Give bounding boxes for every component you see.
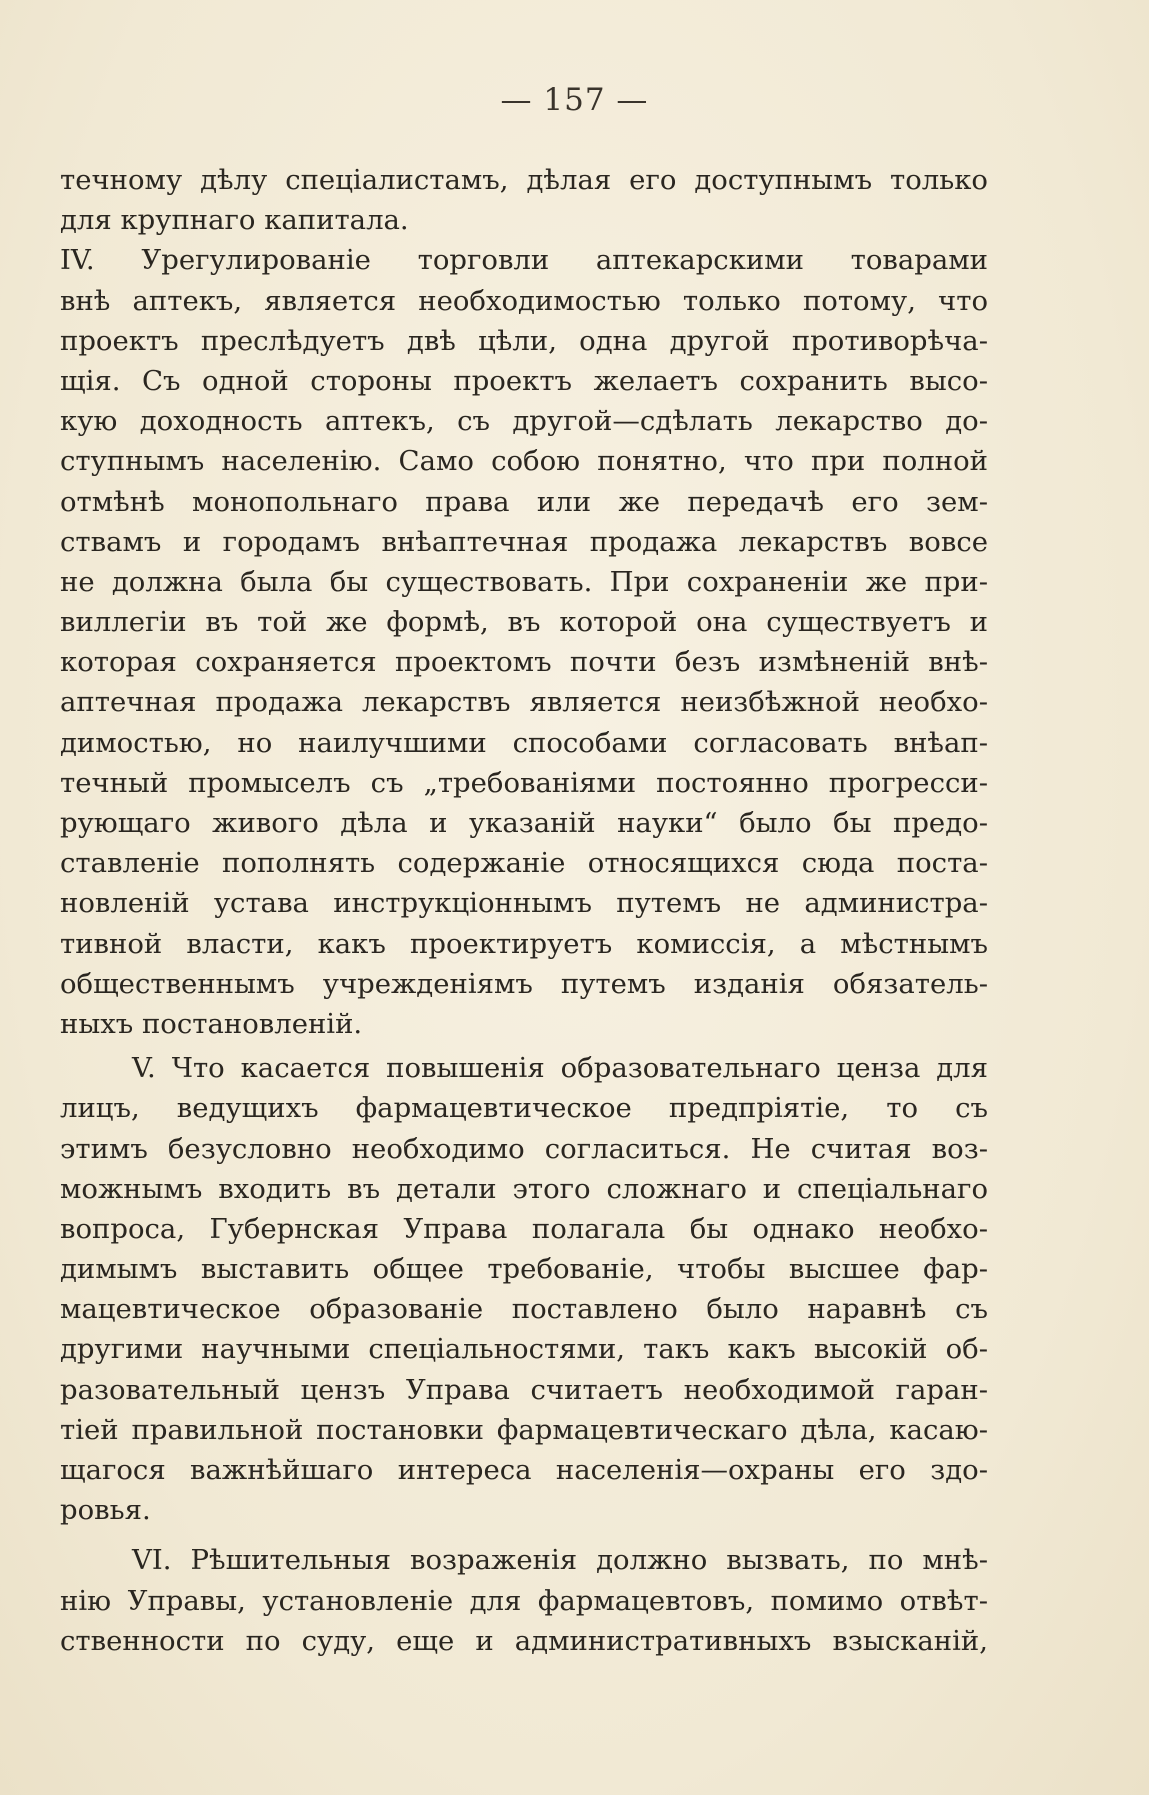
text-line: тивной власти, какъ проектируетъ комиссія, а мѣстнымъ <box>60 927 988 960</box>
text-line: димымъ выставить общее требованіе, чтобы высшее фар- <box>60 1253 988 1286</box>
text-line: ствамъ и городамъ внѣаптечная продажа лекарствъ вовсе <box>60 525 988 558</box>
text-line: V. Что касается повышенія образовательнаго ценза для <box>132 1052 988 1085</box>
text-line: щагося важнѣйшаго интереса населенія—охраны его здо- <box>60 1454 988 1486</box>
text-line: течному дѣлу спеціалистамъ, дѣлая его доступнымъ только <box>60 164 988 196</box>
text-line: ственности по суду, еще и административныхъ взысканій, <box>60 1624 988 1657</box>
text-line: отмѣнѣ монопольнаго права или же передачѣ его зем- <box>60 485 988 518</box>
text-line: IV. Урегулированіе торговли аптекарскими товарами <box>60 244 988 277</box>
text-line: для крупнаго капитала. <box>60 204 409 237</box>
text-line: проектъ преслѣдуетъ двѣ цѣли, одна другой противорѣча- <box>60 324 988 357</box>
text-line: мацевтическое образованіе поставлено было наравнѣ съ <box>60 1293 988 1326</box>
text-line: которая сохраняется проектомъ почти безъ измѣненій внѣ- <box>60 646 988 679</box>
text-line: VI. Рѣшительныя возраженія должно вызвать, по мнѣ- <box>132 1544 988 1577</box>
text-line: виллегіи въ той же формѣ, въ которой она существуетъ и <box>60 606 988 639</box>
text-line: лицъ, ведущихъ фармацевтическое предпріятіе, то съ <box>60 1092 988 1125</box>
text-line: этимъ безусловно необходимо согласиться. Не считая воз- <box>60 1132 988 1165</box>
text-line: аптечная продажа лекарствъ является неизбѣжной необхо- <box>60 686 988 719</box>
text-line: димостью, но наилучшими способами согласовать внѣап- <box>60 726 988 759</box>
body-text <box>60 160 988 1661</box>
text-line: разовательный цензъ Управа считаетъ необходимой гаран- <box>60 1373 988 1406</box>
text-line: ровья. <box>60 1494 151 1527</box>
text-line: вопроса, Губернская Управа полагала бы однако необхо- <box>60 1212 988 1245</box>
text-line: рующаго живого дѣла и указаній науки“ было бы предо- <box>60 807 988 839</box>
text-line: тіей правильной постановки фармацевтическаго дѣла, касаю- <box>60 1413 988 1446</box>
page-number: — 157 — <box>500 82 649 118</box>
text-line: не должна была бы существовать. При сохраненіи же при- <box>60 565 988 598</box>
text-line: внѣ аптекъ, является необходимостью только потому, что <box>60 284 988 317</box>
text-line: ставленіе пополнять содержаніе относящихся сюда поста- <box>60 847 988 880</box>
text-line: общественнымъ учрежденіямъ путемъ изданія обязатель- <box>60 967 988 1000</box>
text-line: щія. Съ одной стороны проектъ желаетъ сохранить высо- <box>60 364 988 397</box>
text-line: нію Управы, установленіе для фармацевтовъ, помимо отвѣт- <box>60 1584 988 1617</box>
text-line: кую доходность аптекъ, съ другой—сдѣлать лекарство до- <box>60 405 988 438</box>
text-line: можнымъ входить въ детали этого сложнаго и спеціальнаго <box>60 1172 988 1205</box>
text-line: ступнымъ населенію. Само собою понятно, что при полной <box>60 445 988 478</box>
text-line: течный промыселъ съ „требованіями постоянно прогресси- <box>60 766 988 799</box>
text-line: другими научными спеціальностями, такъ какъ высокій об- <box>60 1333 988 1366</box>
text-line: ныхъ постановленій. <box>60 1007 363 1040</box>
text-line: новленій устава инструкціоннымъ путемъ не администра- <box>60 887 988 920</box>
